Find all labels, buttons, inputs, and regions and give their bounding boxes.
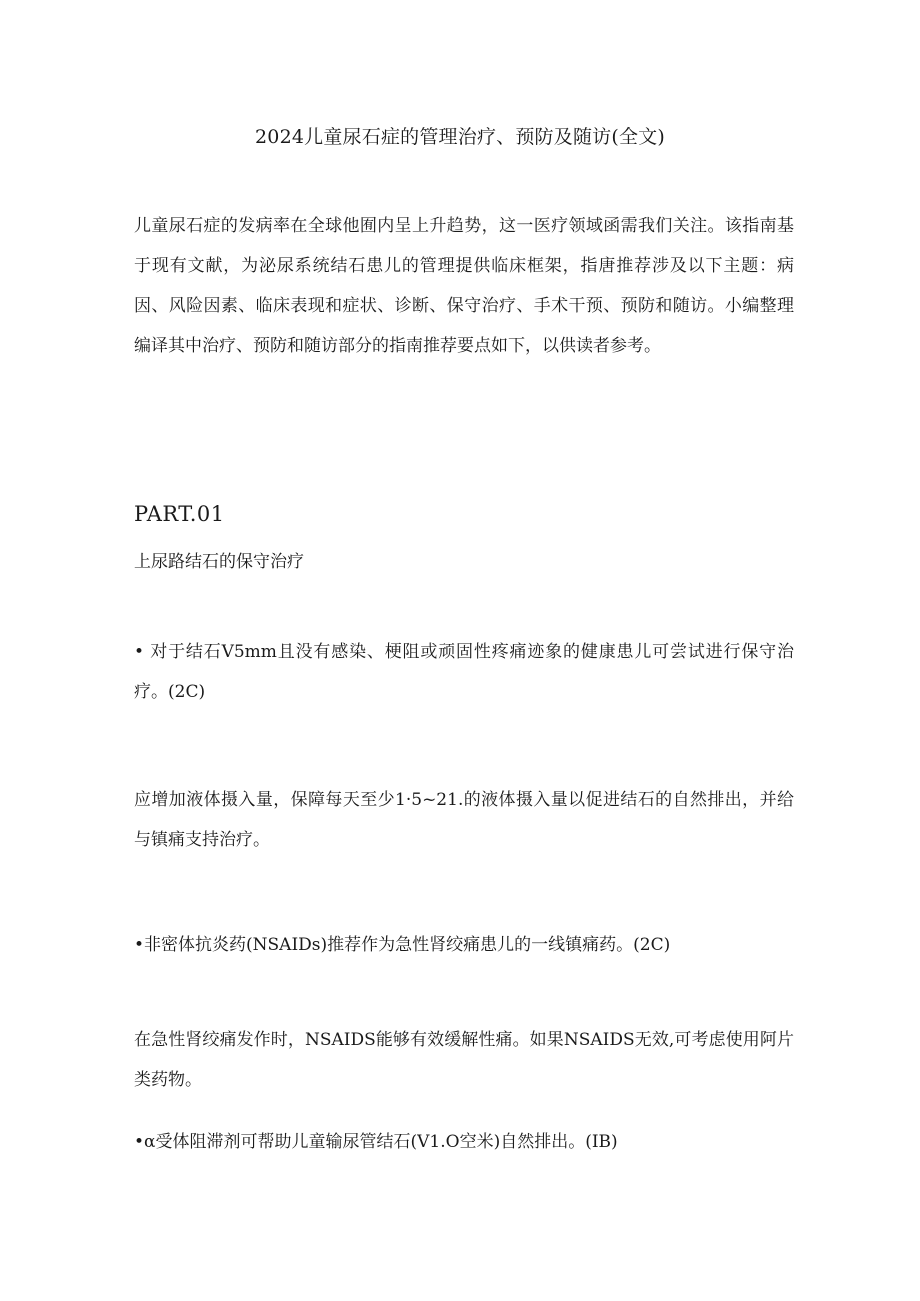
recommendation-bullet-3: •α受体阻滞剂可帮助儿童输尿管结石(V1.O空米)自然排出。(IB) bbox=[134, 1132, 618, 1152]
recommendation-comment-1: 应增加液体摄入量，保障每天至少1·5~21.的液体摄入量以促进结石的自然排出，并给与镇痛支持治疗。 bbox=[134, 790, 794, 850]
document-title: 2024儿童尿石症的管理治疗、预防及随访(全文) bbox=[255, 126, 665, 148]
recommendation-comment-2: 在急性肾绞痛发作时，NSAIDS能够有效缓解性痛。如果NSAIDS无效,可考虑使用阿片类药物。 bbox=[134, 1030, 794, 1090]
intro-paragraph: 儿童尿石症的发病率在全球他囿内呈上升趋势，这一医疗领域函需我们关注。该指南基于现有文献，为泌尿系统结石患儿的管理提供临床框架，指唐推荐涉及以下主题：病因、风险因素、临床表现和症状、诊断、保守治疗、手术干预、预防和随访。小编整理编译其中治疗、预防和随访部分的指南推荐要点如下，以供读者参考。 bbox=[134, 216, 794, 356]
part-label: PART.01 bbox=[134, 502, 225, 526]
section-title: 上尿路结石的保守治疗 bbox=[134, 552, 304, 572]
recommendation-bullet-2: •非密体抗炎药(NSAIDs)推荐作为急性肾绞痛患儿的一线镇痛药。(2C) bbox=[134, 935, 671, 955]
recommendation-bullet-1: • 对于结石V5mm且没有感染、梗阻或顽固性疼痛迹象的健康患儿可尝试进行保守治疗。(2C) bbox=[134, 642, 794, 702]
